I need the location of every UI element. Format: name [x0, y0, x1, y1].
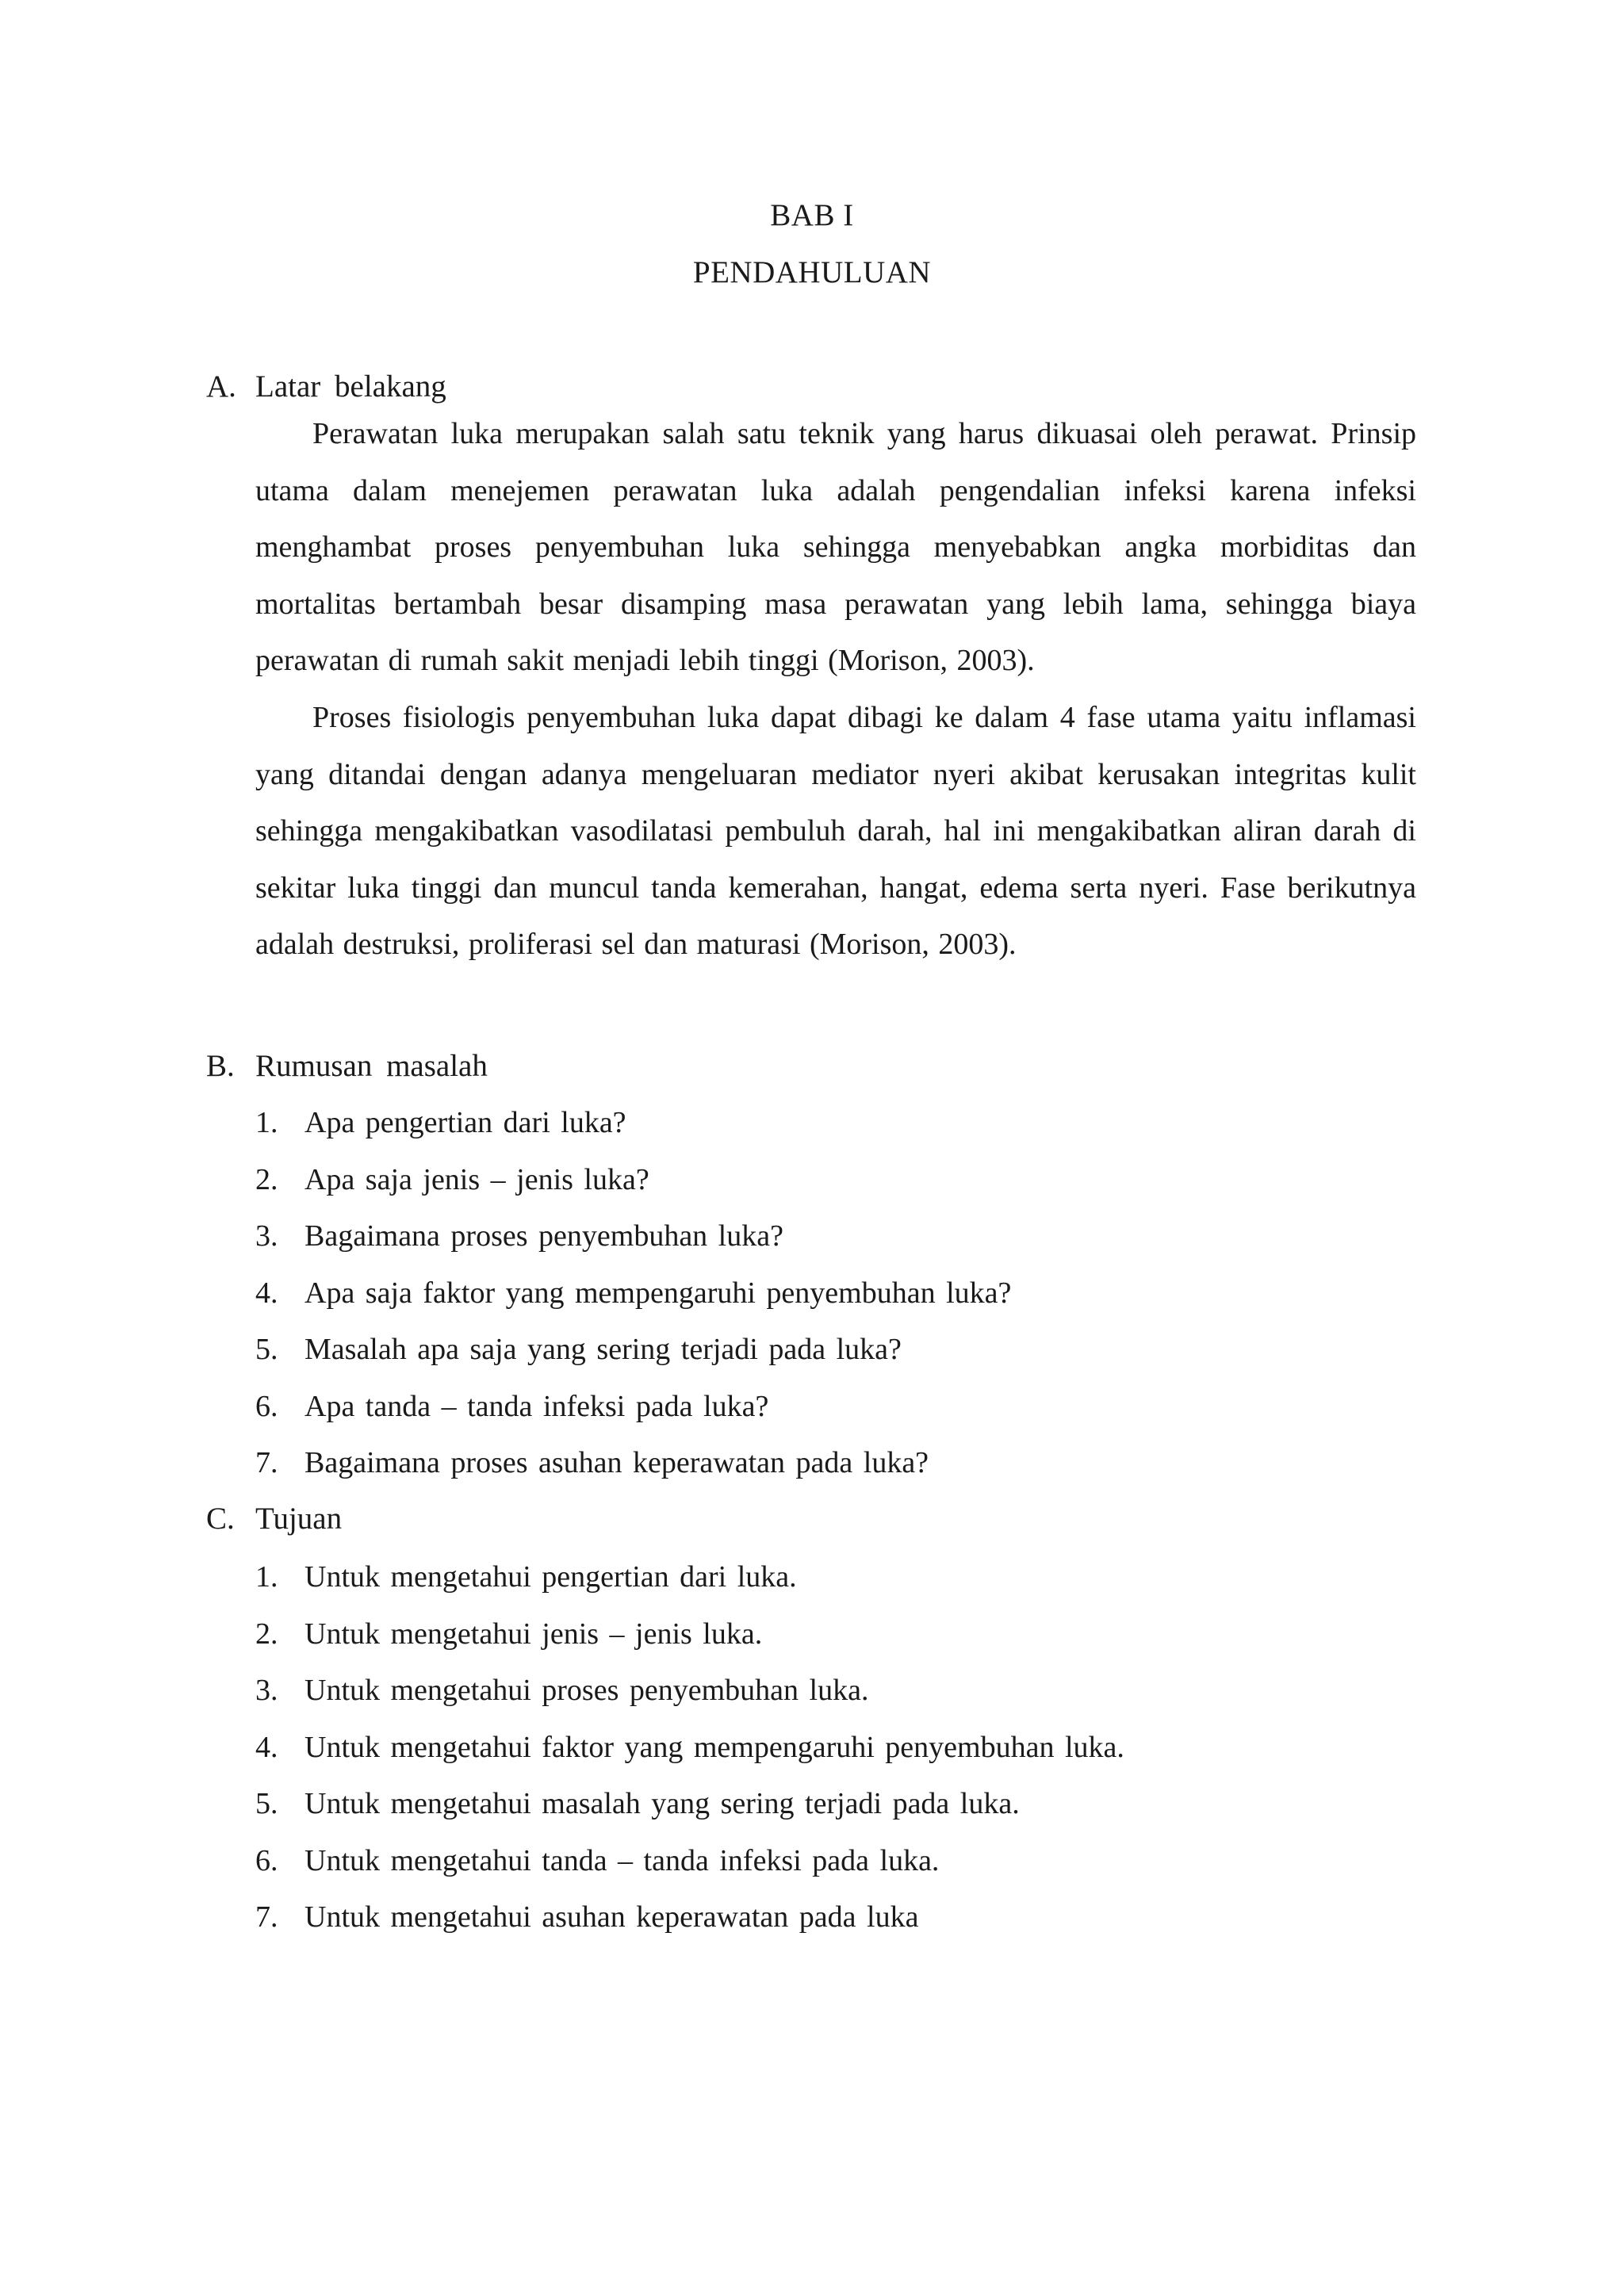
section-c-title: Tujuan [255, 1502, 343, 1536]
section-c-heading [206, 1500, 342, 1538]
list-item [255, 1776, 1124, 1833]
item-text: Apa saja faktor yang mempengaruhi penyembuhan luka? [304, 1276, 1012, 1310]
section-c-letter: C. [206, 1502, 235, 1536]
list-item [255, 1720, 1124, 1777]
list-item [255, 1265, 1011, 1322]
list-item [255, 1833, 1124, 1890]
item-text: Untuk mengetahui proses penyembuhan luka. [304, 1674, 869, 1707]
list-item [255, 1379, 1011, 1436]
chapter-title: PENDAHULUAN [692, 255, 932, 289]
item-number: 2. [255, 1162, 278, 1196]
item-number: 6. [255, 1843, 278, 1877]
list-item [255, 1208, 1011, 1265]
list-item [255, 1152, 1011, 1209]
item-number: 1. [255, 1106, 278, 1139]
item-number: 2. [255, 1617, 278, 1651]
item-text: Bagaimana proses asuhan keperawatan pada luka? [304, 1446, 929, 1479]
item-text: Untuk mengetahui pengertian dari luka. [304, 1560, 797, 1594]
item-number: 7. [255, 1900, 278, 1934]
list-item [255, 1435, 1011, 1492]
list-item [255, 1606, 1124, 1663]
problem-list [255, 1095, 1011, 1492]
item-text: Masalah apa saja yang sering terjadi pada luka? [304, 1333, 902, 1366]
item-text: Apa tanda – tanda infeksi pada luka? [304, 1389, 769, 1423]
list-item [255, 1889, 1124, 1946]
list-item [255, 1549, 1124, 1606]
section-b-title: Rumusan masalah [255, 1049, 488, 1083]
list-item [255, 1663, 1124, 1720]
section-b-heading [206, 1047, 488, 1085]
objectives-list [255, 1549, 1124, 1946]
item-text: Untuk mengetahui jenis – jenis luka. [304, 1617, 763, 1651]
item-text: Apa pengertian dari luka? [304, 1106, 626, 1139]
item-number: 6. [255, 1389, 278, 1423]
chapter-number: BAB I [770, 198, 854, 232]
item-text: Untuk mengetahui asuhan keperawatan pada luka [304, 1900, 919, 1934]
item-number: 4. [255, 1730, 278, 1764]
item-text: Apa saja jenis – jenis luka? [304, 1162, 649, 1196]
item-number: 4. [255, 1276, 278, 1310]
item-text: Untuk mengetahui faktor yang mempengaruhi penyembuhan luka. [304, 1730, 1124, 1764]
background-paragraph-2: Proses fisiologis penyembuhan luka dapat dibagi ke dalam 4 fase utama yaitu inflamasi yang ditandai dengan adanya mengeluaran mediator nyeri akibat kerusakan integritas kulit sehingga mengakibatkan vasodilatasi pembuluh darah, hal ini mengakibatkan aliran darah di sekitar luka tinggi dan muncul tanda kemerahan, hangat, edema serta nyeri. Fase berikutnya adalah destruksi, proliferasi sel dan maturasi (Morison, 2003). [255, 701, 1416, 961]
item-number: 5. [255, 1787, 278, 1820]
list-item [255, 1322, 1011, 1379]
item-text: Bagaimana proses penyembuhan luka? [304, 1219, 783, 1253]
item-number: 3. [255, 1219, 278, 1253]
item-number: 7. [255, 1446, 278, 1479]
list-item [255, 1095, 1011, 1152]
section-a-title: Latar belakang [255, 369, 446, 404]
section-b-letter: B. [206, 1049, 235, 1083]
item-text: Untuk mengetahui masalah yang sering terjadi pada luka. [304, 1787, 1020, 1820]
item-text: Untuk mengetahui tanda – tanda infeksi pada luka. [304, 1843, 940, 1877]
item-number: 1. [255, 1560, 278, 1594]
background-paragraph-1: Perawatan luka merupakan salah satu teknik yang harus dikuasai oleh perawat. Prinsip utama dalam menejemen perawatan luka adalah pengendalian infeksi karena infeksi menghambat proses penyembuhan luka sehingga menyebabkan angka morbiditas dan mortalitas bertambah besar disamping masa perawatan yang lebih lama, sehingga biaya perawatan di rumah sakit menjadi lebih tinggi (Morison, 2003). [255, 417, 1416, 677]
section-a-letter: A. [206, 369, 236, 404]
item-number: 3. [255, 1674, 278, 1707]
item-number: 5. [255, 1333, 278, 1366]
section-a-heading [206, 368, 446, 406]
